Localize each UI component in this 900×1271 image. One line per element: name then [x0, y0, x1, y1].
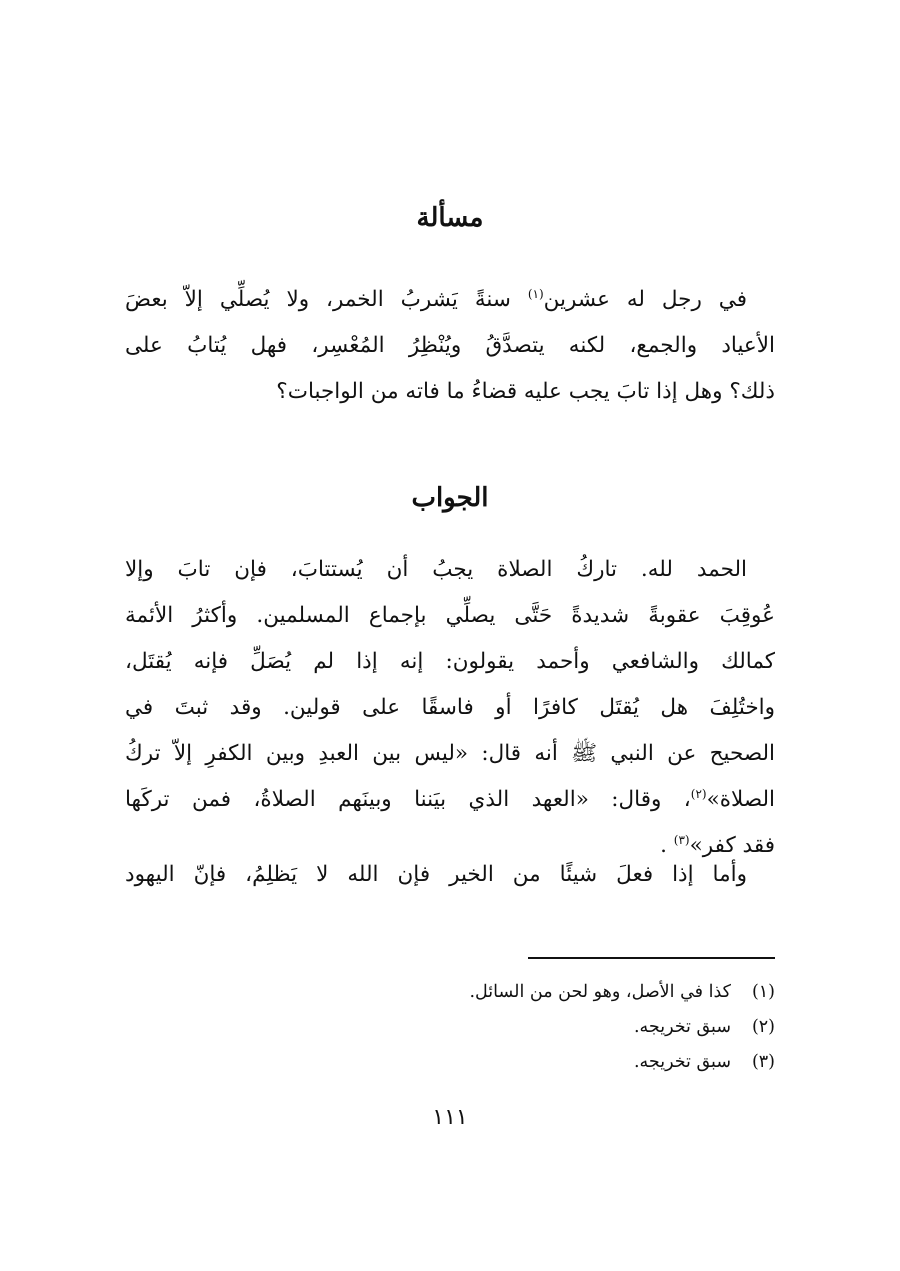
- answer-paragraph: [125, 547, 775, 869]
- answer-heading: الجواب: [411, 483, 489, 513]
- answer-line-6: [125, 777, 775, 823]
- footnote-item: [125, 975, 775, 1010]
- page-number: ١١١: [432, 1105, 468, 1130]
- footnote-divider: [528, 957, 775, 959]
- footnote-number: (٣): [751, 1052, 775, 1072]
- answer-line-1-text: الحمد لله. تاركُ الصلاة يجبُ أن يُستتابَ، فإن تابَ وإلا: [125, 557, 747, 582]
- answer-line-5: الصحيح عن النبي ﷺ أنه قال: «ليس بين العبدِ وبين الكفرِ إلاّ تركُ: [125, 741, 775, 766]
- answer-line-7-text: فقد كفر»: [689, 833, 775, 858]
- answer-line-6-start: الصلاة»: [706, 787, 775, 812]
- answer-line-3: كمالك والشافعي وأحمد يقولون: إنه إذا لم يُصَلِّ فإنه يُقتَل،: [125, 649, 775, 674]
- question-line-1: [125, 277, 775, 323]
- answer-line-1: [125, 547, 775, 593]
- footnote-item: [125, 1045, 775, 1080]
- footnote-ref-2[interactable]: (٢): [690, 786, 707, 801]
- continuation-line-1: [125, 852, 775, 898]
- question-paragraph: [125, 277, 775, 415]
- footnote-text: سبق تخريجه.: [633, 1052, 731, 1072]
- question-heading: مسألة: [416, 203, 484, 233]
- footnote-ref-3[interactable]: (٣): [673, 832, 690, 847]
- footnote-number: (٢): [751, 1017, 775, 1037]
- answer-line-2: عُوقِبَ عقوبةً شديدةً حَتَّى يصلِّي بإجماع المسلمين. وأكثرُ الأئمة: [125, 603, 775, 628]
- footnote-text: سبق تخريجه.: [633, 1017, 731, 1037]
- answer-line-4: واختُلِفَ هل يُقتَل كافرًا أو فاسقًا على قولين. وقد ثبتَ في: [125, 695, 775, 720]
- question-line-2: الأعياد والجمع، لكنه يتصدَّقُ ويُنْظِرُ المُعْسِر، فهل يُتابُ على: [125, 333, 775, 358]
- footnote-text: كذا في الأصل، وهو لحن من السائل.: [469, 982, 731, 1002]
- footnote-item: [125, 1010, 775, 1045]
- question-line-1-end: سنةً يَشربُ الخمر، ولا يُصلِّي إلاّ بعضَ: [125, 287, 511, 312]
- footnote-number: (١): [751, 982, 775, 1002]
- answer-line-6-end: ، وقال: «العهد الذي بيَننا وبينَهم الصلاةُ، فمن تركَها: [125, 787, 691, 812]
- question-line-3: ذلك؟ وهل إذا تابَ يجب عليه قضاءُ ما فاته من الواجبات؟: [276, 379, 775, 404]
- question-line-1-start: في رجل له عشرين: [543, 287, 747, 312]
- answer-line-7-period: .: [660, 833, 667, 858]
- footnotes-list: [125, 975, 775, 1080]
- continuation-line-1-text: وأما إذا فعلَ شيئًا من الخير فإن الله لا يَظلِمُ، فإنّ اليهود: [125, 862, 747, 887]
- book-page: [125, 0, 775, 1271]
- footnote-ref-1[interactable]: (١): [527, 286, 544, 301]
- continuation-paragraph: [125, 852, 775, 898]
